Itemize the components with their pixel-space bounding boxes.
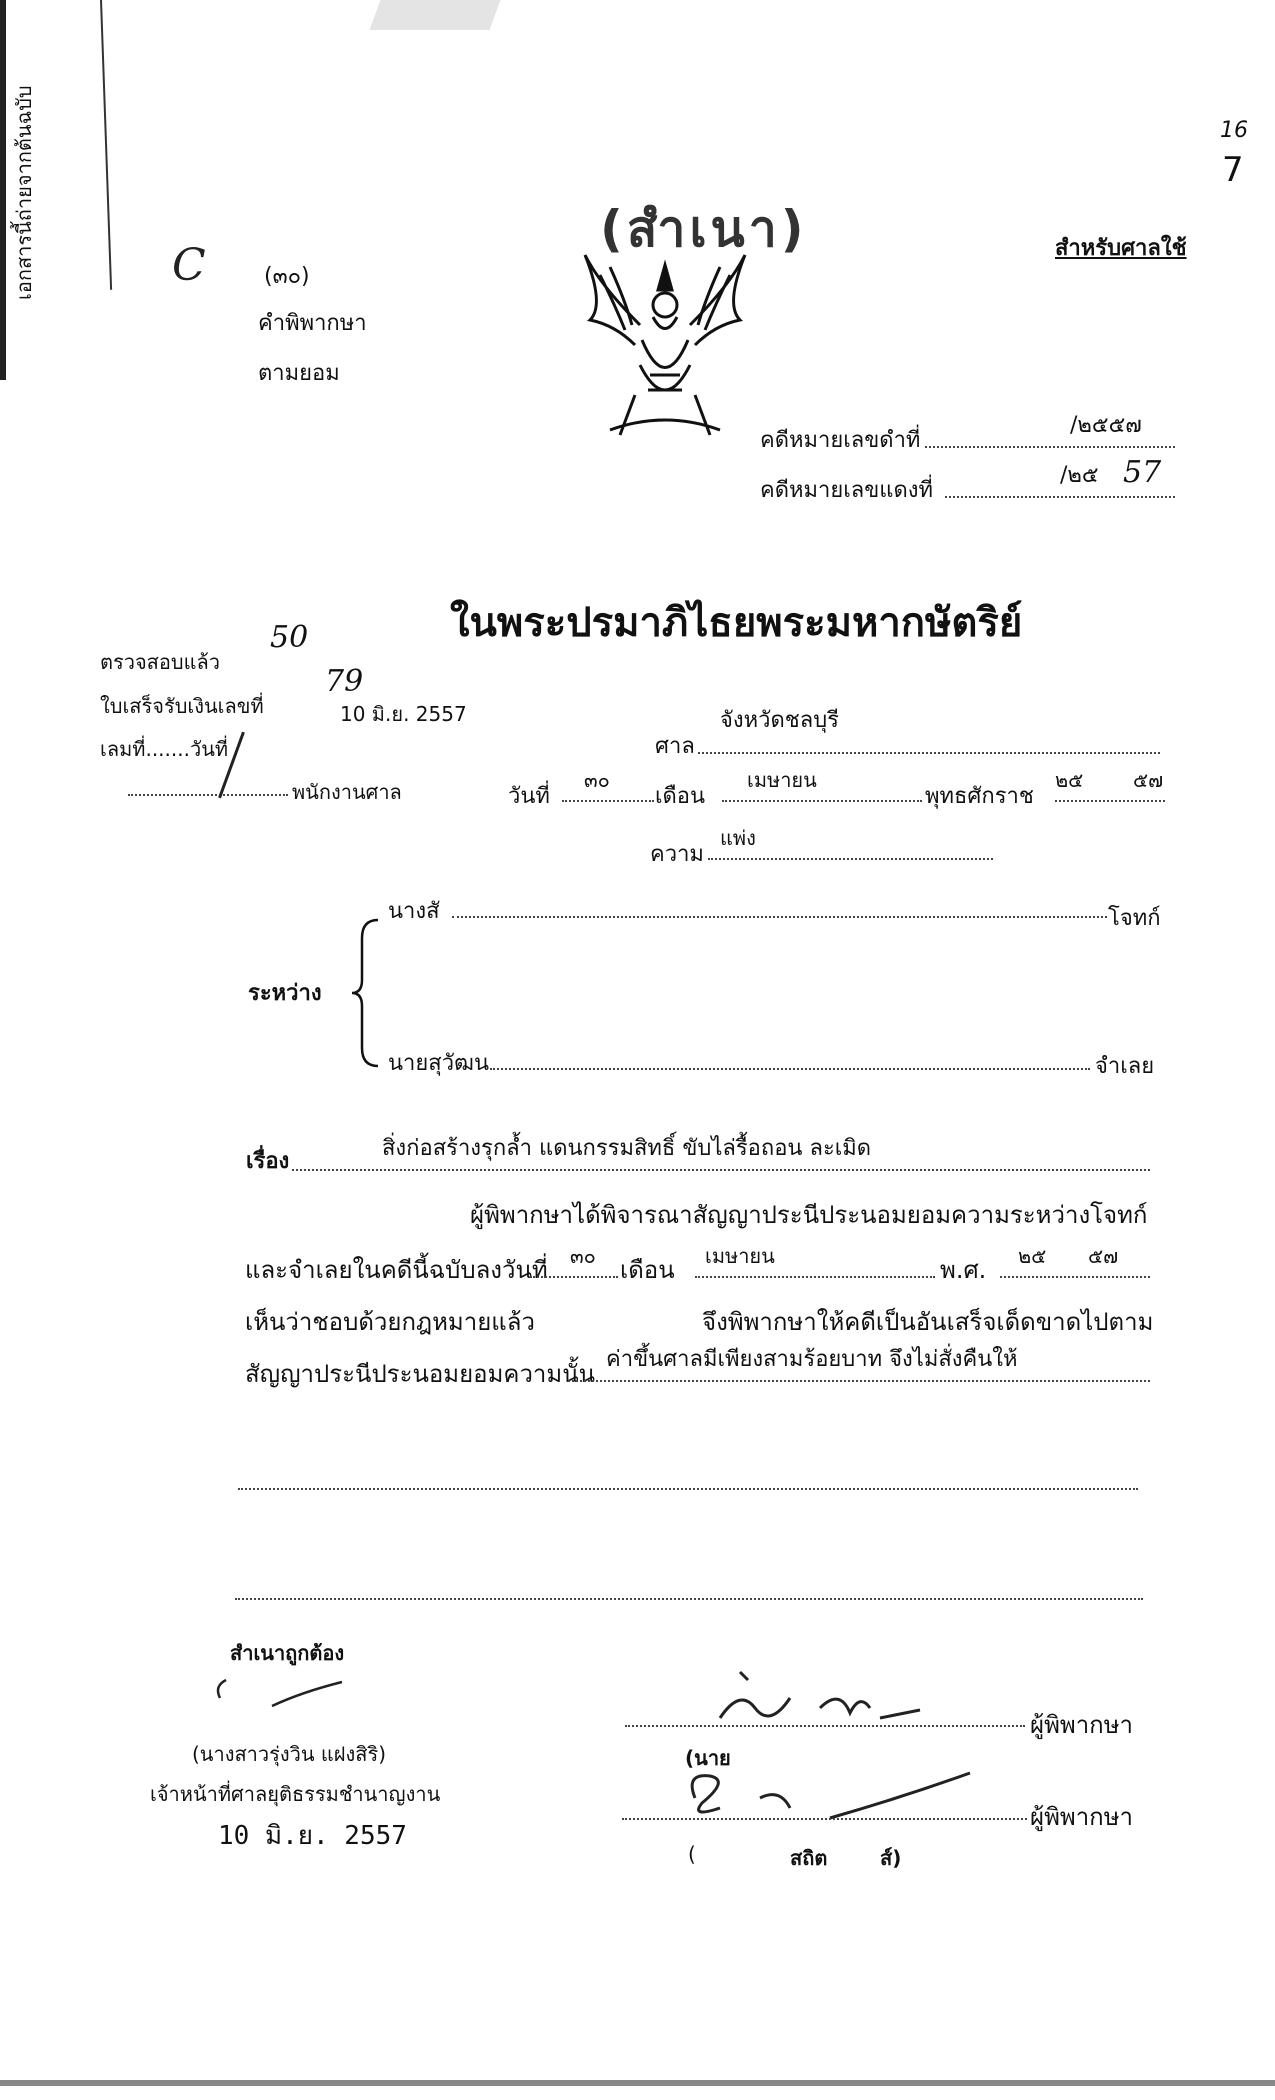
between-label: ระหว่าง xyxy=(248,981,322,1006)
month-value: เมษายน xyxy=(747,768,817,792)
red-case-label: คดีหมายเลขแดงที่ xyxy=(760,478,934,503)
judge2-sign-line xyxy=(622,1800,1027,1820)
between-brace-icon xyxy=(350,918,380,1072)
month-field xyxy=(722,768,922,802)
blank-line-2 xyxy=(235,1580,1143,1600)
body-line3-left: เห็นว่าชอบด้วยกฎหมายแล้ว xyxy=(245,1308,535,1336)
page-mark-2: 7 xyxy=(1222,150,1244,190)
judge1-role: ผู้พิพากษา xyxy=(1030,1711,1134,1739)
judge1-signature-icon xyxy=(700,1668,930,1742)
year-field xyxy=(1055,768,1165,802)
judge1-sign-line xyxy=(625,1707,1025,1727)
doc-type-line1: คำพิพากษา xyxy=(258,311,367,336)
body-month-field xyxy=(695,1244,935,1278)
defendant-field xyxy=(490,1048,1090,1070)
body-line4-field xyxy=(568,1347,1150,1382)
body-line4-pre: สัญญาประนีประนอมยอมความนั้น xyxy=(245,1360,596,1388)
strip-divider-line xyxy=(100,0,112,290)
black-case-label: คดีหมายเลขดำที่ xyxy=(760,428,921,453)
body-year2: ๕๗ xyxy=(1088,1244,1119,1268)
body-line2-pre: และจำเลยในคดีนี้ฉบับลงวันที่ xyxy=(245,1256,548,1284)
year-label: พุทธศักราช xyxy=(925,784,1034,809)
strip-edge xyxy=(0,0,6,380)
blank-line-1 xyxy=(238,1470,1138,1490)
plaintiff-role: โจทก์ xyxy=(1108,906,1161,931)
body-day-field xyxy=(530,1244,618,1278)
vertical-strip-text: เอกสารนี้ถ่ายจากต้นฉบับ xyxy=(12,85,36,300)
black-case-field xyxy=(925,413,1175,448)
court-value: จังหวัดชลบุรี xyxy=(720,708,839,733)
doc-type-line2: ตามยอม xyxy=(258,361,340,386)
body-year-field xyxy=(1000,1244,1150,1278)
receipt-line4-field xyxy=(128,778,288,796)
certifier-position: เจ้าหน้าที่ศาลยุติธรรมชำนาญงาน xyxy=(150,1782,441,1806)
red-case-value: /๒๕ xyxy=(1060,463,1099,488)
body-day: ๓๐ xyxy=(570,1244,596,1268)
receipt-line4-label: พนักงานศาล xyxy=(292,780,402,804)
scan-artifact-top xyxy=(370,0,501,30)
day-label: วันที่ xyxy=(508,784,550,809)
red-case-field xyxy=(945,455,1175,498)
defendant-role: จำเลย xyxy=(1095,1054,1155,1079)
body-line3-right: จึงพิพากษาให้คดีเป็นอันเสร็จเด็ดขาดไปตาม xyxy=(702,1308,1154,1336)
copy-stamp: (สำเนา) xyxy=(600,200,808,258)
year-value: ๒๕ xyxy=(1055,768,1084,792)
certifier-signature-icon xyxy=(212,1672,352,1716)
receipt-line3: เลมที่.......วันที่ xyxy=(100,737,229,761)
judge2-name-fragment: สถิต xyxy=(790,1846,828,1870)
subject-value: สิ่งก่อสร้างรุกล้ำ แดนกรรมสิทธิ์ ขับไล่รื้อถอน ละเมิด xyxy=(382,1136,872,1161)
page-mark-1: 16 xyxy=(1220,118,1248,143)
certification-date: 10 มิ.ย. 2557 xyxy=(218,1821,407,1851)
court-field xyxy=(698,732,1160,754)
subject-label: เรื่อง xyxy=(246,1149,290,1174)
court-use-label: สำหรับศาลใช้ xyxy=(1055,236,1187,261)
judge1-name-fragment: (นาย xyxy=(685,1746,731,1770)
body-line1: ผู้พิพากษาได้พิจารณาสัญญาประนีประนอมยอมความระหว่างโจทก์ xyxy=(470,1201,1148,1229)
body-line4-fill: ค่าขึ้นศาลมีเพียงสามร้อยบาท จึงไม่สั่งคืนให้ xyxy=(606,1347,1018,1372)
defendant-name: นายสุวัฒน xyxy=(388,1051,489,1076)
body-year: ๒๕ xyxy=(1018,1244,1047,1268)
certifier-name: (นางสาวรุ่งวิน แฝงสิริ) xyxy=(192,1742,387,1766)
black-case-value: /๒๕๕๗ xyxy=(1070,413,1142,438)
day-value: ๓๐ xyxy=(584,768,610,792)
receipt-line2-label: ใบเสร็จรับเงินเลขที่ xyxy=(100,694,264,718)
body-year-label: พ.ศ. xyxy=(940,1256,987,1284)
form-number: (๓๐) xyxy=(264,264,310,289)
plaintiff-name: นางสั xyxy=(388,899,440,924)
subject-field xyxy=(292,1136,1150,1171)
body-month: เมษายน xyxy=(705,1244,775,1268)
receipt-number-handwritten: 79 xyxy=(325,664,364,699)
year-value2: ๕๗ xyxy=(1133,768,1164,792)
case-type-field xyxy=(708,826,993,860)
month-label: เดือน xyxy=(655,784,706,809)
day-field xyxy=(562,768,654,802)
receipt-handwritten-number: 50 xyxy=(270,620,309,655)
judge2-open-paren: ( xyxy=(688,1842,696,1866)
judge2-name-close: ส์) xyxy=(880,1846,902,1870)
left-binding-strip xyxy=(0,0,100,380)
body-month-label: เดือน xyxy=(620,1256,675,1284)
receipt-date: 10 มิ.ย. 2557 xyxy=(340,702,467,726)
case-type-label: ความ xyxy=(650,842,704,867)
scan-artifact-bottom xyxy=(0,2080,1275,2086)
certification-title: สำเนาถูกต้อง xyxy=(230,1641,345,1665)
judge2-role: ผู้พิพากษา xyxy=(1030,1803,1134,1831)
plaintiff-field xyxy=(452,896,1107,918)
receipt-line1: ตรวจสอบแล้ว xyxy=(100,650,220,674)
red-case-year-handwritten: 57 xyxy=(1123,455,1162,490)
document-title: ในพระปรมาภิไธยพระมหากษัตริย์ xyxy=(450,600,1023,646)
handwritten-mark: C xyxy=(172,240,206,291)
garuda-emblem-icon xyxy=(580,245,750,449)
court-label: ศาล xyxy=(655,734,695,759)
case-type-value: แพ่ง xyxy=(720,826,756,850)
